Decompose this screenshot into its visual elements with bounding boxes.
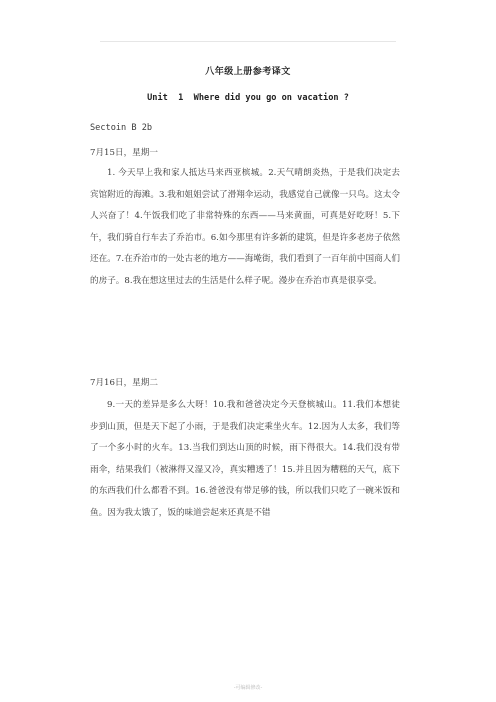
entry-body-2: 9.一天的差异是多么大呀！10.我和爸爸决定今天登槟城山。11.我们本想徒步到山顶，但是天下起了小雨，于是我们决定乘坐火车。12.因为人太多，我们等了一个多小时的火车。13.当我们到达山顶的时候，雨下得很大。14.我们没有带雨伞，结果我们（被淋得又湿又冷，真实糟透了！15.并且因为糟糕的天气，底下的东西我们什么都看不到。16.爸爸没有带足够的钱，所以我们只吃了一碗米饭和鱼。因为我太饿了，饭的味道尝起来还真是不错 (90, 400, 400, 518)
document-title: 八年级上册参考译文 (205, 67, 291, 77)
page-footer: -可编辑修改- (233, 685, 263, 691)
header-rule (100, 41, 396, 42)
unit-heading: Unit 1 Where did you go on vacation ? (147, 93, 349, 103)
entry-body-1: 1. 今天早上我和家人抵达马来西亚槟城。2.天气晴朗炎热，于是我们决定去宾馆附近的海滩。3.我和姐姐尝试了滑翔伞运动，我感觉自己就像一只鸟。这太令人兴奋了！4.午饭我们吃了非常特殊的东西——马来黄面，可真是好吃呀！5.下午，我们骑自行车去了乔治市。6.如今那里有许多新的建筑，但是许多老房子依然还在。7.在乔治市的一处古老的地方——海墘街，我们看到了一百年前中国商人们的房子。8.我在想这里过去的生活是什么样子呢。漫步在乔治市真是很享受。 (90, 168, 400, 286)
section-label: Sectoin B 2b (90, 123, 153, 133)
entry-date-2: 7月16日，星期二 (90, 378, 158, 388)
entry-date-1: 7月15日，星期一 (90, 148, 158, 158)
